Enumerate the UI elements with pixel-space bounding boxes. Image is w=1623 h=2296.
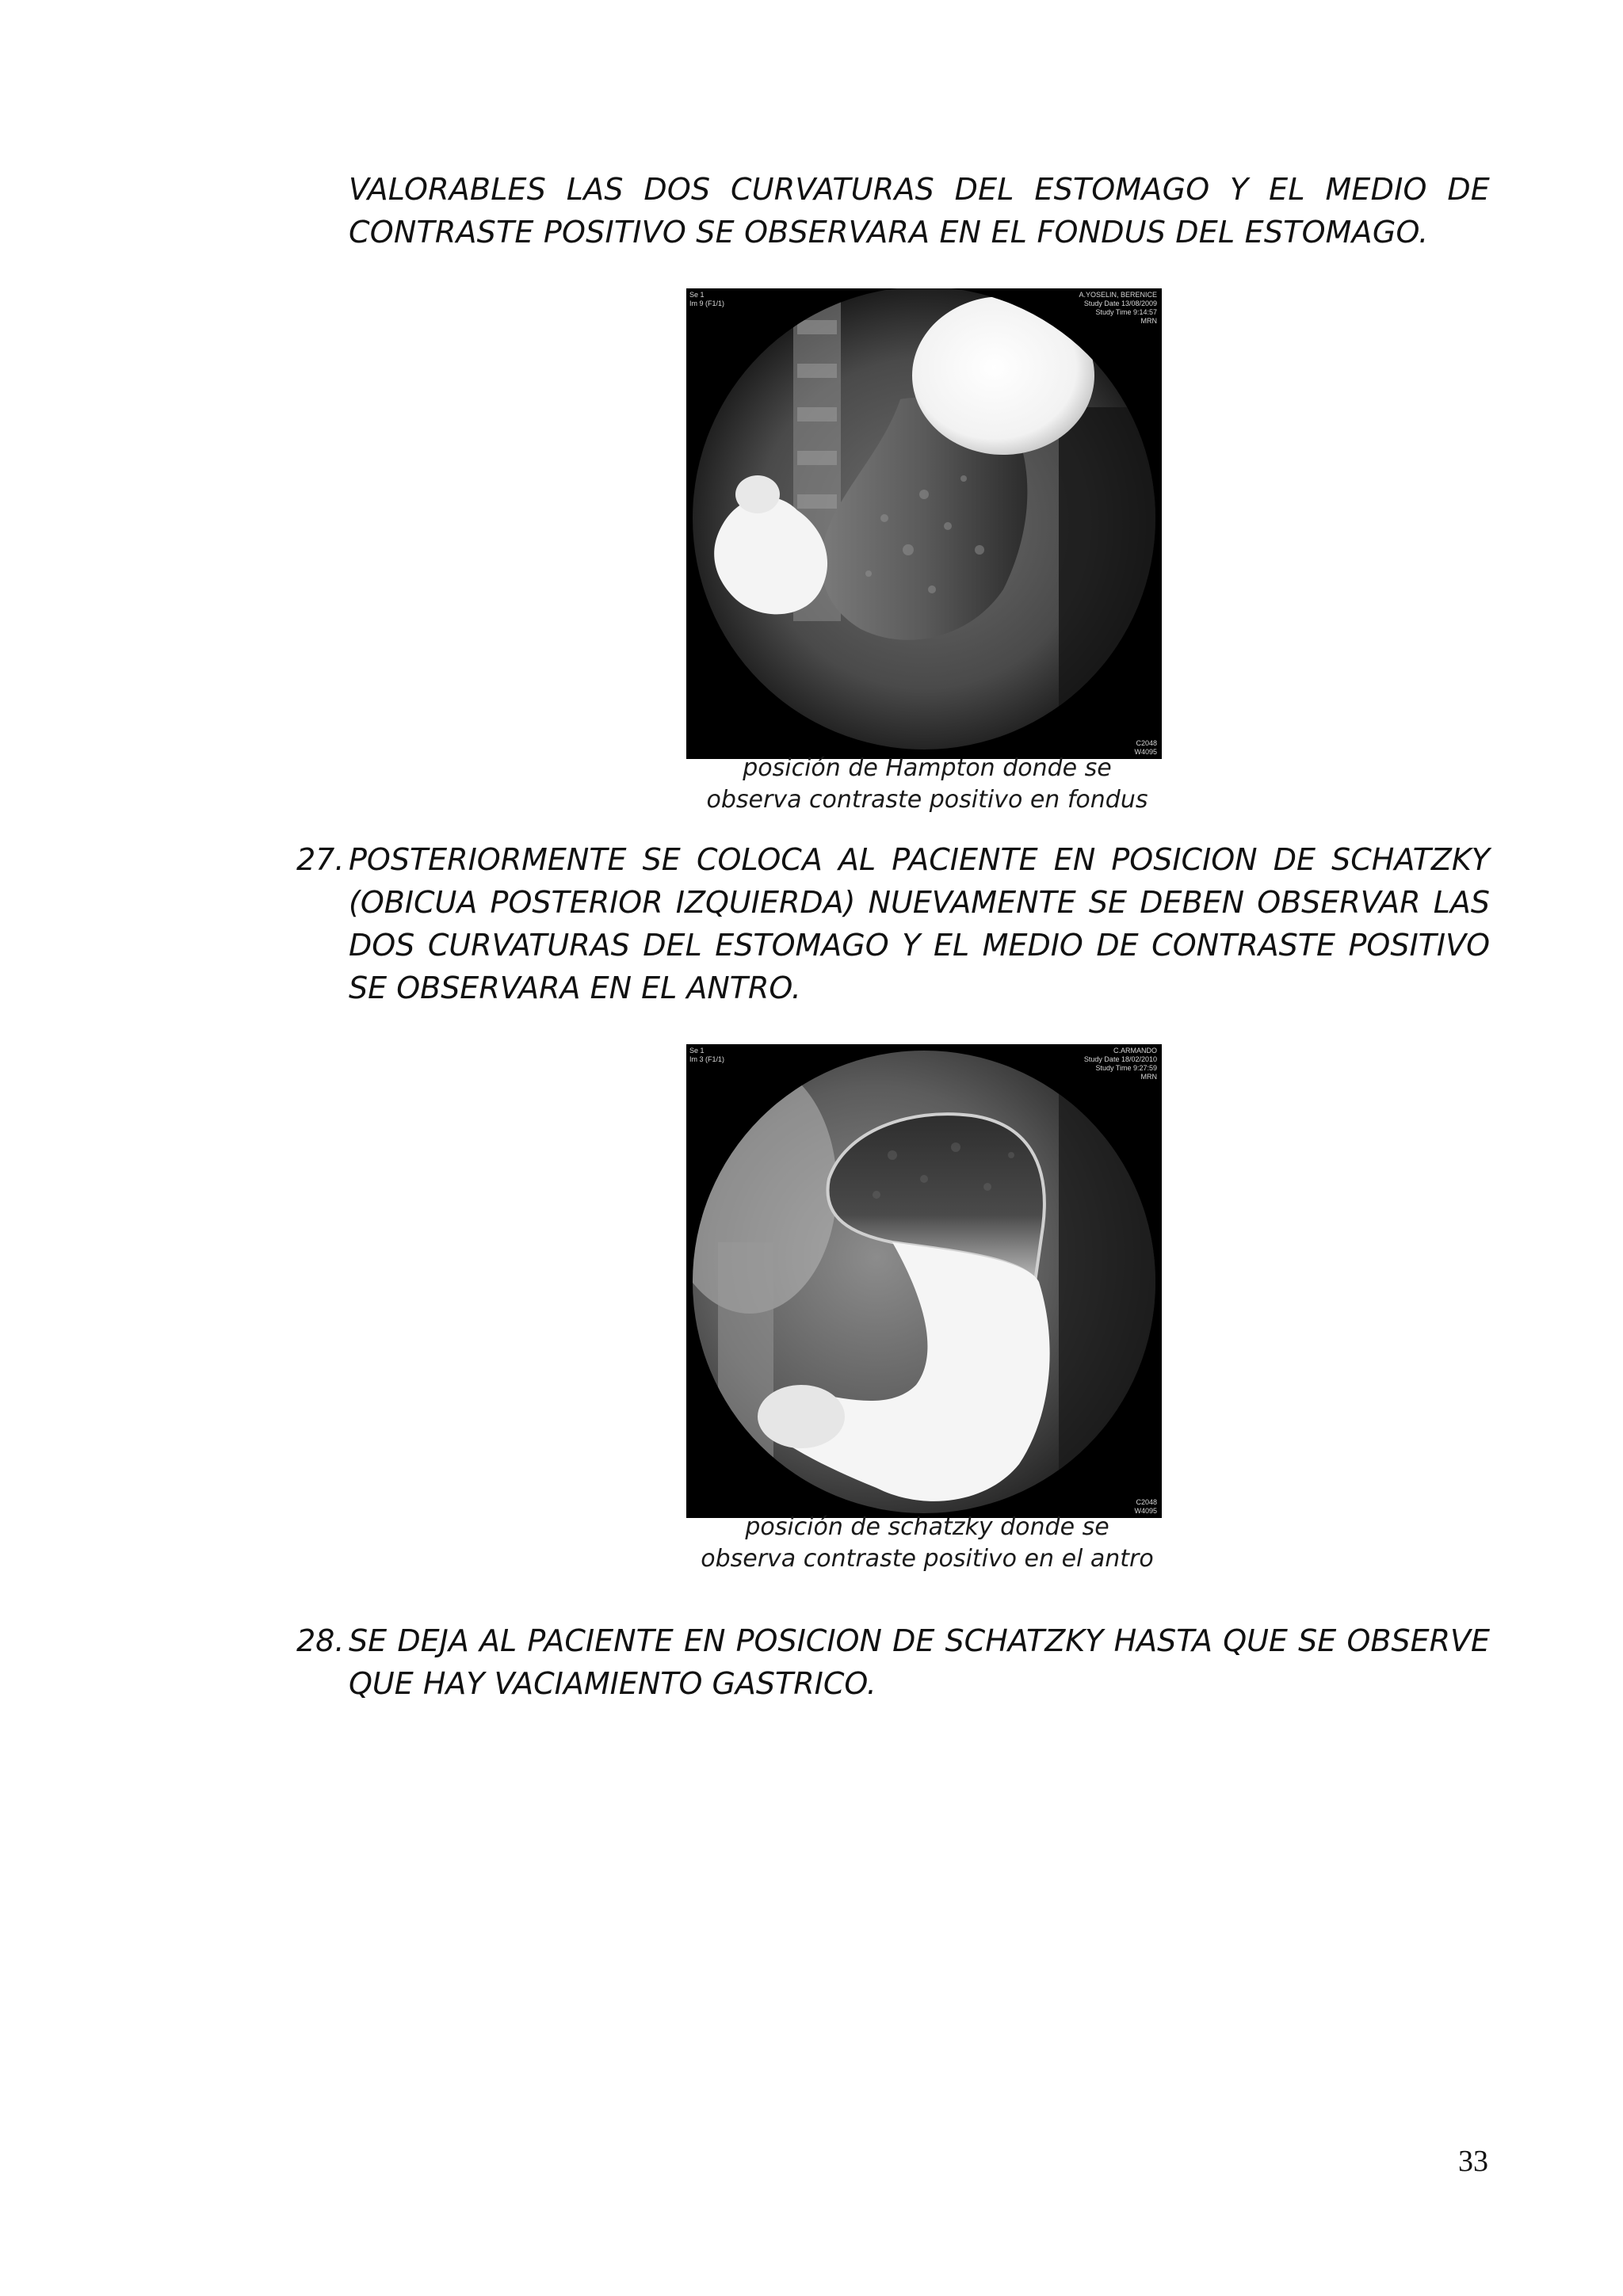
item-number: 27. [296, 842, 345, 877]
figure2-caption [618, 1512, 1236, 1575]
caption-line: posición de Hampton donde se [743, 754, 1112, 782]
overlay-window-info: C2048 W4095 [1134, 739, 1157, 756]
overlay-patient-info: C.ARMANDO Study Date 18/02/2010 Study Time 9:27:59 MRN [1083, 1047, 1157, 1081]
intro-paragraph: VALORABLES LAS DOS CURVATURAS DEL ESTOMAGO Y EL MEDIO DE CONTRASTE POSITIVO SE OBSERVARA EN EL FONDUS DEL ESTOMAGO. [349, 172, 1490, 250]
caption-line: observa contraste positivo en fondus [706, 786, 1148, 814]
caption-line: observa contraste positivo en el antro [701, 1545, 1154, 1573]
item-number: 28. [296, 1623, 345, 1658]
xray-image-schatzky [686, 1044, 1162, 1518]
item-text: POSTERIORMENTE SE COLOCA AL PACIENTE EN POSICION DE SCHATZKY (OBICUA POSTERIOR IZQUIERDA) NUEVAMENTE SE DEBEN OBSERVAR LAS DOS CURVATURAS DEL ESTOMAGO Y EL MEDIO DE CONTRASTE POSITIVO SE OBSERVARA EN EL ANTRO. [349, 842, 1490, 1005]
overlay-patient-info: A.YOSELIN, BERENICE Study Date 13/08/2009 Study Time 9:14:57 MRN [1079, 291, 1157, 325]
xray-schatzky-graphic [686, 1044, 1162, 1518]
item-text: SE DEJA AL PACIENTE EN POSICION DE SCHATZKY HASTA QUE SE OBSERVE QUE HAY VACIAMIENTO GASTRICO. [349, 1623, 1490, 1701]
overlay-window-info: C2048 W4095 [1134, 1498, 1157, 1515]
list-item-27 [296, 838, 1490, 1009]
overlay-series-info: Se 1 Im 3 (F1/1) [689, 1047, 725, 1063]
xray-image-hampton [686, 288, 1162, 759]
figure1-caption [618, 753, 1236, 816]
overlay-series-info: Se 1 Im 9 (F1/1) [689, 291, 725, 307]
xray-hampton-graphic [686, 288, 1162, 759]
list-item-28 [296, 1619, 1490, 1705]
caption-line: posición de schatzky donde se [745, 1513, 1109, 1541]
page-number: 33 [1458, 2145, 1488, 2178]
